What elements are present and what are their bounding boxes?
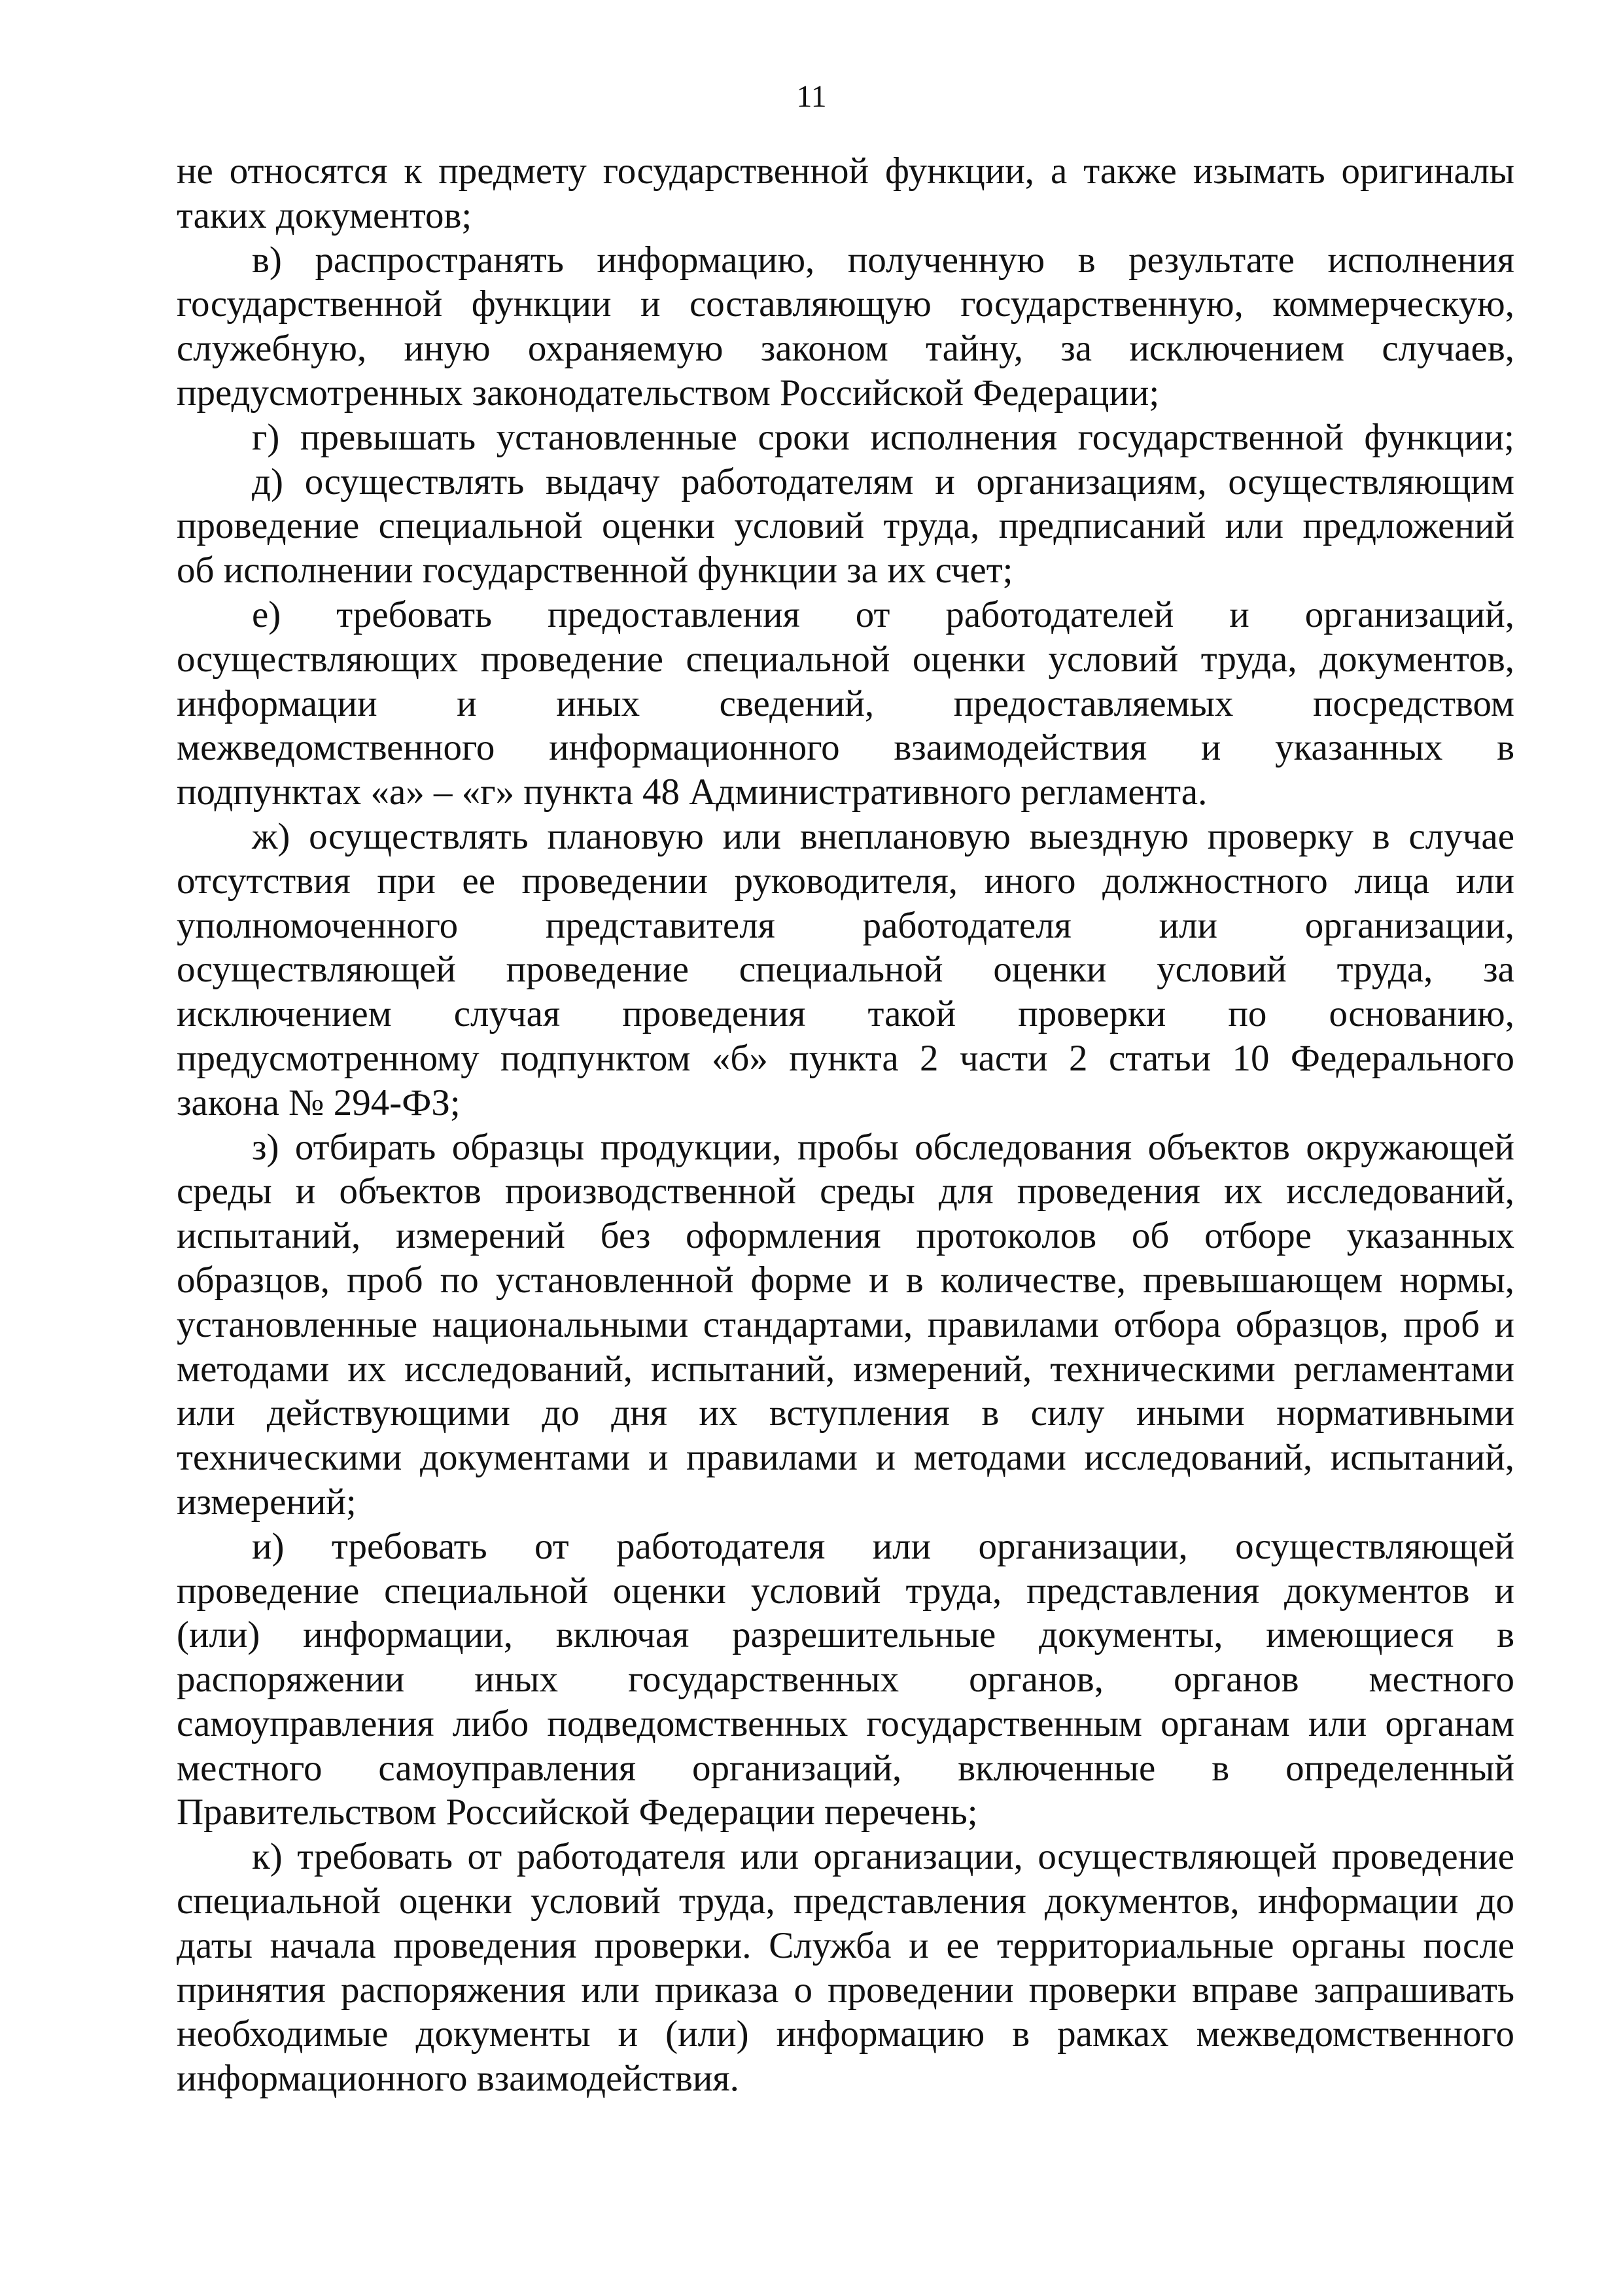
text-line: распоряжении иных государственных органов, органов местного: [177, 1659, 1514, 1701]
text-line: ж) осуществлять плановую или внеплановую выездную проверку в случае: [252, 815, 1514, 857]
text-line: не относятся к предмету государственной функции, а также изымать оригиналы: [177, 150, 1514, 192]
text-line: отсутствия при ее проведении руководителя, иного должностного лица или: [177, 860, 1514, 902]
text-line: методами их исследований, испытаний, измерений, техническими регламентами: [177, 1348, 1514, 1390]
text-line: самоуправления либо подведомственных государственным органам или органам: [177, 1703, 1514, 1744]
text-line: межведомственного информационного взаимодействия и указанных в: [177, 727, 1514, 769]
text-line: измерений;: [177, 1481, 357, 1523]
text-line: специальной оценки условий труда, представления документов, информации до: [177, 1881, 1514, 1922]
text-line: предусмотренному подпунктом «б» пункта 2 части 2 статьи 10 Федерального: [177, 1037, 1514, 1079]
text-line: предусмотренных законодательством Российской Федерации;: [177, 372, 1160, 414]
text-line: проведение специальной оценки условий труда, предписаний или предложений: [177, 505, 1514, 547]
text-line: осуществляющей проведение специальной оценки условий труда, за: [177, 949, 1514, 991]
text-line: в) распространять информацию, полученную в результате исполнения: [252, 239, 1514, 281]
text-line: образцов, проб по установленной форме и в количестве, превышающем нормы,: [177, 1259, 1514, 1301]
text-line: исключением случая проведения такой проверки по основанию,: [177, 993, 1514, 1035]
text-line: техническими документами и правилами и методами исследований, испытаний,: [177, 1437, 1514, 1479]
document-body: [177, 149, 1514, 2101]
text-line: е) требовать предоставления от работодателей и организаций,: [252, 593, 1514, 635]
text-line: информационного взаимодействия.: [177, 2058, 739, 2100]
text-line: принятия распоряжения или приказа о проведении проверки вправе запрашивать: [177, 1969, 1514, 2011]
text-line: г) превышать установленные сроки исполнения государственной функции;: [252, 416, 1514, 458]
text-line: установленные национальными стандартами, правилами отбора образцов, проб и: [177, 1303, 1514, 1345]
text-line: таких документов;: [177, 194, 472, 236]
text-line: государственной функции и составляющую государственную, коммерческую,: [177, 283, 1514, 325]
text-line: осуществляющих проведение специальной оценки условий труда, документов,: [177, 638, 1514, 680]
text-line: и) требовать от работодателя или организации, осуществляющей: [252, 1525, 1514, 1567]
text-line: (или) информации, включая разрешительные документы, имеющиеся в: [177, 1614, 1514, 1656]
text-line: Правительством Российской Федерации перечень;: [177, 1792, 978, 1833]
text-line: даты начала проведения проверки. Служба и ее территориальные органы после: [177, 1924, 1514, 1966]
page-number: 11: [796, 79, 827, 114]
text-line: служебную, иную охраняемую законом тайну, за исключением случаев,: [177, 328, 1514, 370]
text-line: об исполнении государственной функции за их счет;: [177, 550, 1013, 592]
text-line: з) отбирать образцы продукции, пробы обследования объектов окружающей: [252, 1126, 1514, 1168]
text-line: среды и объектов производственной среды для проведения их исследований,: [177, 1171, 1514, 1212]
text-line: закона № 294-ФЗ;: [177, 1082, 461, 1123]
text-line: к) требовать от работодателя или организации, осуществляющей проведение: [252, 1836, 1514, 1878]
text-line: подпунктах «а» – «г» пункта 48 Административного регламента.: [177, 771, 1208, 813]
text-line: испытаний, измерений без оформления протоколов об отборе указанных: [177, 1215, 1514, 1257]
text-line: уполномоченного представителя работодателя или организации,: [177, 904, 1514, 946]
text-line: необходимые документы и (или) информацию в рамках межведомственного: [177, 2013, 1514, 2055]
text-line: д) осуществлять выдачу работодателям и организациям, осуществляющим: [252, 461, 1514, 503]
text-line: проведение специальной оценки условий труда, представления документов и: [177, 1570, 1514, 1612]
text-line: местного самоуправления организаций, включенные в определенный: [177, 1747, 1514, 1789]
text-line: информации и иных сведений, предоставляемых посредством: [177, 682, 1514, 724]
text-line: или действующими до дня их вступления в силу иными нормативными: [177, 1392, 1514, 1434]
